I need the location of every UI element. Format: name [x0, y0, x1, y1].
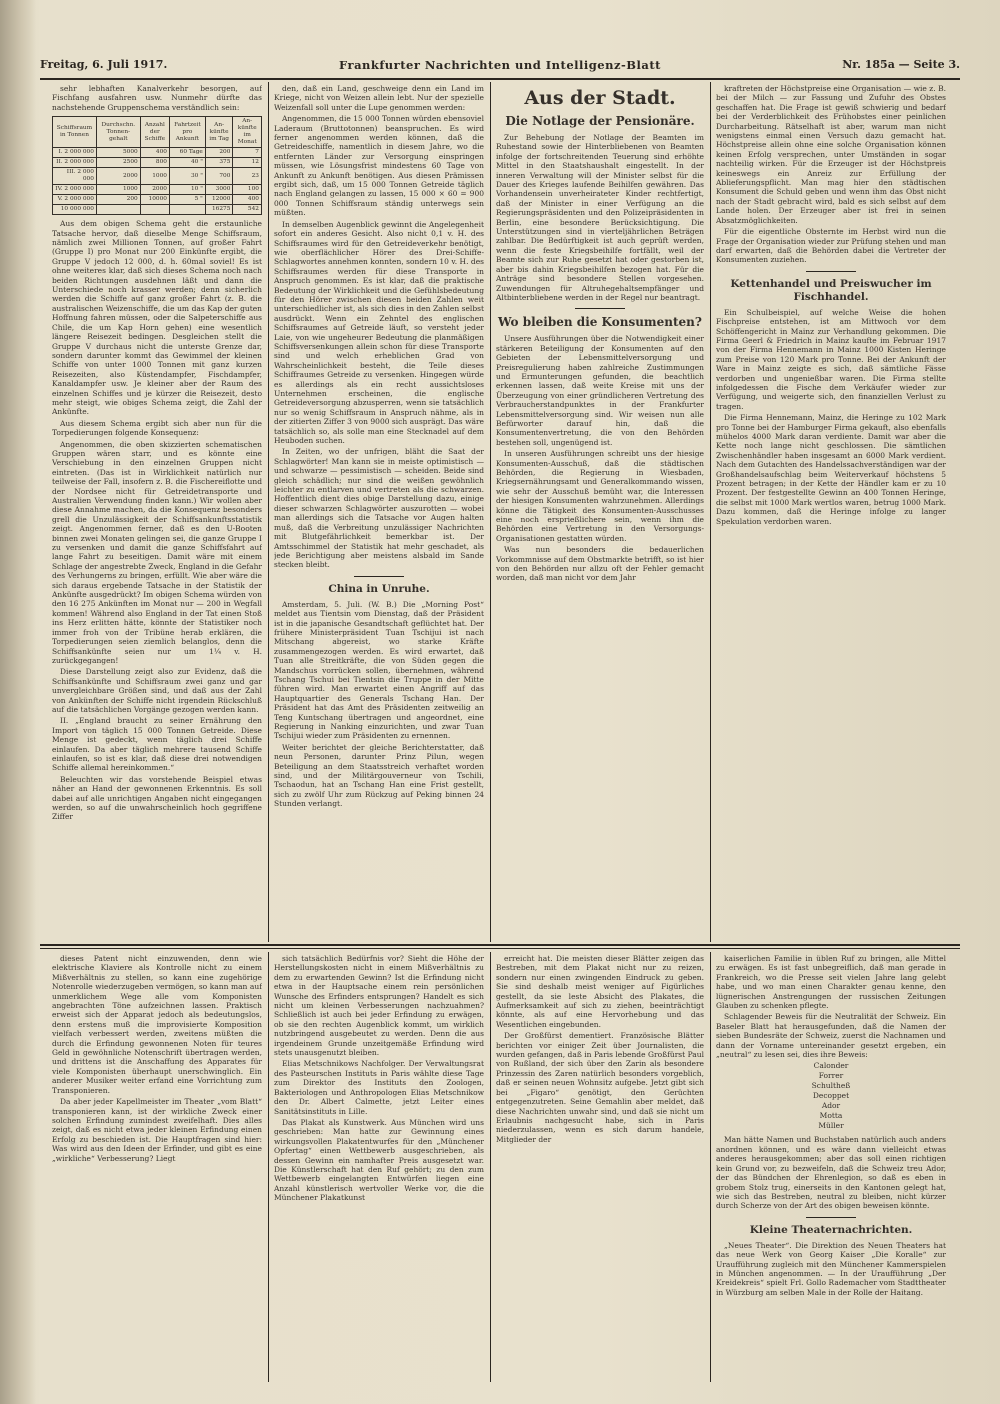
paragraph: Zur Behebung der Notlage der Beamten im Ruhestand sowie der Hinterbliebenen von Beamten infolge der fortschreitenden Teuerung sind erhöhte Mittel in den Staatshaushalt eingestellt. In der inneren Verwaltung will der Minister selbst für die Dauer des Krieges laufende Beihilfen gewähren. Das Vorhandensein unverheirateter Kinder rechtfertigt, daß der Minister in einer Verfügung an die Regierungspräsidenten und den Polizeipräsidenten in Berlin, eine besondere Berücksichtigung. Die Unterstützungen sind in vierteljährlichen Beträgen zahlbar. Die Bedürftigkeit ist auch geprüft werden, wenn die feste Kriegsbeihilfe fortfällt, weil der Beamte sich zur Ruhe gesetzt hat oder gestorben ist, aber bis dahin Kriegsbeihilfen bezogen hat. Für die Anträge sind besondere Stellen vorgesehen. Zuwendungen für Altruhegehaltsempfänger und Altbinterbliebene werden in der Regel nur beantragt.	[496, 133, 704, 302]
table-cell: 10 "	[169, 185, 205, 195]
feuilleton-column-1	[52, 954, 262, 1382]
paragraph: Die Firma Hennemann, Mainz, die Heringe zu 102 Mark pro Tonne bei der Hamburger Firma gekauft, also ebenfalls mühelos 4000 Mark daran verdiente. Damit war aber die Kette noch lange nicht geschlossen. Die sämtlichen Zwischenhändler haben insgesamt an 6000 Mark verdient. Nach dem Gutachten des Handelssachverständigen war der Großhandelsaufschlag beim Weiterverkauf höchstens 5 Prozent betragen; in der Kette der Händler kam er zu 10 Prozent. Der festgestellte Gewinn an 400 Tonnen Heringe, die selbst mit 1000 Mark wertlos waren, betrug 1000 Mark. Dazu kommen, daß die Heringe infolge zu langer Spekulation verdorben waren.	[716, 413, 946, 526]
column-rule	[268, 82, 269, 942]
table-header-row	[53, 117, 262, 148]
paragraph: Was nun besonders die bedauerlichen Vorkommnisse auf dem Obstmarkte betrifft, so ist hier von den Behörden nur allzu oft der Fehler gemacht worden, daß man nicht vor dem Jahr	[496, 545, 704, 583]
feuilleton-column-2	[274, 954, 484, 1382]
paragraph: Diese Darstellung zeigt also zur Evidenz, daß die Schiffsankünfte und Schiffsraum zwei ganz und gar unvergleichbare Größen sind, und daß aus der Zahl von Ankünften der Schiffe nicht irgendein Rückschluß auf die tatsächlichen Vorgänge gezogen werden kann.	[52, 667, 262, 714]
column-rule	[490, 952, 491, 1382]
table-cell: II. 2 000 000	[53, 158, 97, 168]
header-rule	[40, 78, 960, 80]
name-line: Müller	[818, 1121, 844, 1131]
paragraph: Aus diesem Schema ergibt sich aber nun für die Torpedierungen folgende Konsequenz:	[52, 418, 262, 438]
table-cell: 800	[140, 158, 169, 168]
paragraph: Ein Schulbeispiel, auf welche Weise die hohen Fischpreise entstehen, ist am Mittwoch vor dem Schöffengericht in Mainz zur Verhandlung gekommen. Die Firma Geerl & Friedrich in Mainz kaufte im Februar 1917 von der Firma Hennemann in Mainz 1000 Kisten Heringe zum Preise von 120 Mark pro Tonne. Bei der Ankunft der Ware in Mainz zeigte es sich, daß sämtliche Fässe verdorben und ungenießbar waren. Die Firma stellte infolgedessen die Fische dem Verkäufer wieder zur Verfügung, und weigerte sich, den finanziellen Verlust zu tragen.	[716, 307, 946, 411]
feuilleton-column-3	[496, 954, 704, 1382]
name-line: Calonder	[813, 1061, 849, 1071]
table-cell: 2000	[140, 185, 169, 195]
table-header-cell: Anzahl der Schiffe	[140, 117, 169, 148]
pension-heading: Die Notlage der Pensionäre.	[505, 114, 695, 128]
paragraph: Angenommen, die 15 000 Tonnen würden ebensoviel Laderaum (Bruttotonnen) beanspruchen. Es wird ferner angenommen werden können, daß die Getreideschiffe, namentlich in diesem Jahre, wo die entfernten Länder zur Versorgung einspringen müssen, wie Lösungsfrist mindestens 60 Tage von Ankunft zu Ankunft benötigen. Aus diesen Prämissen ergibt sich, daß, um 15 000 Tonnen Getreide täglich nach England gelangen zu lassen, 15 000 × 60 = 900 000 Tonnen Schiffsraum ständig unterwegs sein müßten.	[274, 114, 484, 218]
table-cell: 2500	[96, 158, 140, 168]
paragraph: kraftreten der Höchstpreise eine Organisation — wie z. B. bei der Milch — zur Fassung und Zufuhr des Obstes geschaffen hat. Die Frage ist gewiß schwierig und bedarf bei der Verderblichkeit des Frühobstes einer peinlichen Durcharbeitung. Rätselhaft ist aber, warum man nicht wenigstens einmal einen Versuch dazu gemacht hat. Höchstpreise allein ohne eine solche Organisation können keinen Erfolg versprechen, unter Umständen in sogar nachteilig wirken. Für die Erzeuger ist der Höchstpreis keineswegs ein Anreiz zur Erfüllung der Ablieferungspflicht. Man mag hier den städtischen Konsument die Schuld geben und wenn ihm das Obst nicht nach der Stadt gebracht wird, bald es sich selbst auf dem Lande holen. Der Erzeuger aber ist frei in seinen Absatzmöglichkeiten.	[716, 84, 946, 225]
paragraph: Unsere Ausführungen über die Notwendigkeit einer stärkeren Beteiligung der Konsumenten auf den Gebieten der Lebensmittelversorgung und Preisregulierung haben zahlreiche Zustimmungen und Ermunterungen gefunden, die beachtlich erkennen lassen, daß weite Kreise mit uns der Überzeugung von einer gründlicheren Vertretung des Verbraucherstandpunktes in der Frankfurter Lebensmittelversorgung sind. Wir weisen nun alle Befürworter darauf hin, daß die Konsumentenvertretung, die von den Behörden bestehen soll, ungenügend ist.	[496, 334, 704, 447]
table-cell: 700	[205, 168, 233, 185]
table-cell: 40 "	[169, 158, 205, 168]
paragraph: Amsterdam, 5. Juli. (W. B.) Die „Morning Post“ meldet aus Tientsin vom Dienstag, daß der Präsident ist in die japanische Gesandtschaft geflüchtet hat. Der frühere Ministerpräsident Tuan Tschijui ist nach Mitschang abgereist, wo starke Kräfte zusammengezogen werden. Es wird erwartet, daß Tuan alle Streitkräfte, die von Süden gegen die Mandschus vorrücken sollen, übernehmen, während Tschang Tschui bei Tientsin die Truppe in der Mitte führen wird. Man erwartet einen Angriff auf das Hauptquartier des Generals Tschang Han. Der Präsident hat das Amt des Präsidenten zeitweilig an Teng Kuntschang übertragen und angeordnet, eine Regierung in Nanking einzurichten, und zwar Tuan Tschijui wieder zum Präsidenten zu ernennen.	[274, 599, 484, 741]
paragraph: In Zeiten, wo der unfrigen, bläht die Saat der Schlagwörter! Man kann sie in meiste optimistisch — und schwarze — pessimistisch — scheiden. Beide sind gleich schädlich; nur sind die weißen gewöhnlich leichter zu entlarven und vertreten als die schwarzen. Hoffentlich dient dies obige Darstellung dazu, einige dieser schwarzen Schlagwörter auszurotten — wobei man allerdings sich die Tatsache vor Augen halten muß, daß die Verbreitung unzulässiger Nachrichten mit Blutgefährlichkeit bemerkbar ist. Der Amtsschimmel der Statistik hat mehr geschadet, als jede Berichtigung aber meistens alsbald im Sande stecken bleibt.	[274, 447, 484, 570]
paragraph: Aus dem obigen Schema geht die erstaunliche Tatsache hervor, daß dieselbe Menge Schiffsraum, nämlich zwei Millionen Tonnen, auf großer Fahrt (Gruppe I) pro Monat nur 200 Einkünfte ergibt, die Gruppe V jedoch 12 000, d. h. 60mal soviel! Es ist ohne weiteres klar, daß sich dieses Schema noch nach beiden Richtungen ausdehnen läßt und dann die Unterschiede noch krasser werden; denn sicherlich werden die Schiffe auf ganz großer Fahrt (z. B. die australischen Weizenschiffe, die um das Kap der guten Hoffnung fahren müssen, oder die Salpeterschiffe aus Chile, die um Kap Horn gehen) eine wesentlich längere Reisezeit bedingen. Desgleichen stellt die Gruppe V durchaus nicht die unterste Grenze dar, sondern darunter kommt das Gewimmel der kleinen Schiffe von unter 1000 Tonnen mit ganz kurzen Reisezeiten, also Küstendampfer, Fischdampfer, Kanaldampfer usw. Je kleiner aber der Raum des einzelnen Schiffes und je kürzer die Reisezeit, desto mehr steigt, wie obiges Schema zeigt, die Zahl der Ankünfte.	[52, 219, 262, 417]
paragraph: Weiter berichtet der gleiche Berichterstatter, daß neun Personen, darunter Prinz Pilun, wegen Beteiligung an dem Staatsstreich verhaftet worden sind, und der Militärgouverneur von Tschili, Tschaodun, hat an Tschang Han eine Frist gestellt, sich zu zwölf Uhr zum Rückzug auf Peking binnen 24 Stunden verlangt.	[274, 742, 484, 809]
feuilleton-column-4	[716, 954, 946, 1382]
column-rule	[490, 82, 491, 942]
page-header	[40, 58, 960, 76]
name-line: Decoppet	[812, 1091, 850, 1101]
paragraph: erreicht hat. Die meisten dieser Blätter zeigen das Bestreben, mit dem Plakat nicht nur zu reizen, sondern nur einen zwingenden Eindruck zu geben. Sie sind deshalb meist weniger auf Figürliches gestellt, da sie leste Absicht des Plakates, die Aufmerksamkeit auf sich zu ziehen, beeinträchtigt könnte, als auf eine Hervorhebung und das Wesentlichen eingebunden.	[496, 954, 704, 1029]
name-line: Schultheß	[811, 1081, 851, 1091]
table-cell: 5 "	[169, 195, 205, 205]
ship-group-table	[52, 116, 262, 215]
table-row	[53, 205, 262, 215]
fish-trade-heading: Kettenhandel und Preiswucher im Fischhandel.	[730, 277, 932, 303]
paragraph: Schlagender Beweis für die Neutralität der Schweiz. Ein Baseler Blatt hat herausgefunden, daß die Namen der sieben Bundesräte der Schweiz, zuerst die Nachnamen und dann der Vorname untereinander gesetzt ergeben, ein „neutral“ zu lesen sei, dies ihre Beweis:	[716, 1012, 946, 1060]
article-column-3	[496, 82, 704, 940]
paragraph: dieses Patent nicht einzuwenden, denn wie elektrische Klaviere als Kontrolle nicht zu einem Mißverhältnis zu stellen, so kann eine zugehörige Notenrolle wiederzugeben vermögen, so kann man auf unmerklichem Wege alle vom Komponisten angebrachten Töne aufzeichnen lassen. Praktisch erweist sich der Apparat jedoch als bedeutungslos, denn erstens muß die improvisierte Komposition vielfach verbessert werden, zweitens müßten die durch die Erfindung gewonnenen Noten für teures Geld in gewöhnliche Notenschrift übertragen werden, und drittens ist die Anschaffung des Apparates für viele Komponisten überhaupt unerschwinglich. Ein anderer Musiker weiter erfand eine Vorrichtung zum Transponieren.	[52, 954, 262, 1095]
article-column-2	[274, 84, 484, 940]
paragraph: Angenommen, die oben skizzierten schematischen Gruppen wären starr, und es könnte eine Verschiebung in den einzelnen Gruppen nicht eintreten. (Das ist in Wirklichkeit natürlich nur teilweise der Fall, insofern z. B. die Fischereiflotte und der Nordsee nicht für Getreidetransporte und Australien Verwendung finden kann.) Wir wollen aber diese Annahme machen, da die Konsequenz besonders grell die Unzulässigkeit der Schiffsankunftsstatistik zeigt. Angenommen ferner, daß es den U-Booten binnen zwei Monaten gelingen sei, die ganze Gruppe I zu versenken und damit die ganze Schiffsfahrt auf lange Fahrt zu beseitigen. Damit wäre mit einem Schlage der angestrebte Zweck, England in die Gefahr des Verhungerns zu bringen, erfüllt. Wie aber wäre die sich daraus ergebende Tatsache in der Statistik der Ankünfte ausgedrückt? Im obigen Schema würden von den 16 275 Ankünften im Monat nur — 200 in Wegfall kommen! Während also England in der Tat einen Stoß ins Herz erlitten hätte, könnte der Statistiker noch immer froh von der Tribüne herab erklären, die Torpedierungen seien ziemlich belanglos, denn die Schiffsankünfte seien nur um 1¼ v. H. zurückgegangen!	[52, 439, 262, 665]
page-fold-shadow	[0, 0, 36, 1404]
table-cell: 7	[233, 148, 262, 158]
table-row	[53, 185, 262, 195]
name-line: Ador	[821, 1101, 841, 1111]
masthead-title: Frankfurter Nachrichten und Intelligenz-Blatt	[339, 58, 661, 72]
section-divider	[575, 308, 625, 309]
table-cell: 12	[233, 158, 262, 168]
table-cell: 10 000 000	[53, 205, 97, 215]
table-cell: 2000	[96, 168, 140, 185]
paragraph: sich tatsächlich Bedürfnis vor? Sieht die Höhe der Herstellungskosten nicht in einem Mißverhältnis zu dem zu erwartenden Gewinn? Ist die Erfindung nicht etwa in der Hauptsache einem rein persönlichen Wunsche des Erfinders entsprungen? Handelt es sich nicht um kleinen Verbesserungen nachzuahmen? Schließlich ist auch bei jeder Erfindung zu erwägen, ob sie den rechten Augenblick kommt, um wirklich nutzbringend ausgebeutet zu werden. Denn die aus irgendeinem Grunde unzeitgemäße Erfindung wird stets unausgenutzt bleiben.	[274, 954, 484, 1058]
table-cell: 200	[205, 148, 233, 158]
section-title: Aus der Stadt.	[524, 87, 676, 109]
issue-date: Freitag, 6. Juli 1917.	[40, 58, 168, 71]
table-row	[53, 158, 262, 168]
table-header-cell: An-künfte im Monat	[233, 117, 262, 148]
article-column-1	[52, 84, 262, 940]
paragraph: In demselben Augenblick gewinnt die Angelegenheit sofort ein anderes Gesicht. Also nicht 0,1 v. H. des Schiffsraumes wird für den Getreideverkehr benötigt, wie oberflächlicher Hörer des Drei-Schiffe-Schlagwortes annehmen konnten, sondern 10 v. H. des Schiffsraumes werden für diese Transporte in Anspruch genommen. Es ist klar, daß die praktische Bedeutung der Wirklichkeit und die Gefühlsbedeutung für den Hörer zwischen diesen beiden Zahlen weit unterschiedlicher ist, als sich dies in den Zahlen selbst ausdrückt. Wenn ein Zehntel des englischen Schiffsraumes auf Getreide läuft, so versteht jeder Laie, von wie ungeheurer Bedeutung die planmäßigen Schiffsversenkungen allein schon für diese Transporte sind und welch erheblichen Grad von Wahrscheinlichkeit besteht, die Teile dieses Schiffraumes Getreide zu versenken. Hingegen würde es allerdings als ein recht aussichtsloses Unternehmen erscheinen, die englische Getreideversorgung abzusperren, wenn sie tatsächlich nur so wenig Schiffsraum in Anspruch nähme, als in der zitierten Ziffer 3 von 9000 sich ausprägt. Das wäre tatsächlich so, als solle man eine Stecknadel auf dem Heuboden suchen.	[274, 219, 484, 446]
table-header-cell: Durchschn. Tonnen-gehalt	[96, 117, 140, 148]
table-cell	[96, 205, 140, 215]
feuilleton-rule	[40, 948, 960, 949]
paragraph: den, daß ein Land, geschweige denn ein Land im Kriege, nicht von Weizen allein lebt. Nur der spezielle Weizenfall soll unter die Lupe genommen werden:	[274, 84, 484, 112]
section-divider	[806, 271, 856, 272]
paragraph: Das Plakat als Kunstwerk. Aus München wird uns geschrieben: Man hatte zur Gewinnung eines wirkungsvollen Plakatentwurfes für den „Münchener Opfertag“ einen Wettbewerb ausgeschrieben, als dessen Gewinn ein namhafter Preis ausgesetzt war. Die Künstlerschaft hat den Ruf gehört; zu den zum Wettbewerb eingelangten Entwürfen liegen eine Anzahl künstlerisch wertvoller Werke vor, die die Münchener Plakatkunst	[274, 1117, 484, 1203]
table-header-cell: Fahrtzeit pro Ankunft	[169, 117, 205, 148]
consumers-heading: Wo bleiben die Konsumenten?	[498, 315, 702, 330]
table-cell: 400	[233, 195, 262, 205]
table-cell: III. 2 000 000	[53, 168, 97, 185]
paragraph: Für die eigentliche Obsternte im Herbst wird nun die Frage der Organisation wieder zur Prüfung stehen und man darf erwarten, daß die Behörden dabei die Vertreter der Konsumenten zuziehen.	[716, 227, 946, 265]
table-cell: 16275	[205, 205, 233, 215]
theater-heading: Kleine Theaternachrichten.	[749, 1223, 913, 1236]
table-cell: 23	[233, 168, 262, 185]
table-cell: 3000	[205, 185, 233, 195]
table-cell: 30 "	[169, 168, 205, 185]
table-cell: IV. 2 000 000	[53, 185, 97, 195]
table-header-cell: An-künfte im Tag	[205, 117, 233, 148]
article-intro: sehr lebhaften Kanalverkehr besorgen, auf Fischfang ausfahren usw. Nunmehr dürfte das nachstehende Gruppenschema verständlich sein:	[52, 84, 262, 112]
table-cell: 5000	[96, 148, 140, 158]
table-row	[53, 148, 262, 158]
table-cell: I. 2 000 000	[53, 148, 97, 158]
paragraph: Beleuchten wir das vorstehende Beispiel etwas näher an Hand der gewonnenen Erkenntnis. Es soll dabei auf alle unrichtigen Angaben nicht eingegangen werden, so auf die unwahrscheinlich hoch gegriffene Ziffer	[52, 774, 262, 822]
article-column-4	[716, 84, 946, 940]
table-cell	[169, 205, 205, 215]
table-cell: 10000	[140, 195, 169, 205]
table-cell: 400	[140, 148, 169, 158]
table-cell: 200	[96, 195, 140, 205]
table-cell: 542	[233, 205, 262, 215]
table-header-cell: Schiffsraum in Tonnen	[53, 117, 97, 148]
table-cell: 100	[233, 185, 262, 195]
table-cell	[140, 205, 169, 215]
column-rule	[710, 82, 711, 942]
column-rule	[268, 952, 269, 1382]
paragraph: Elias Metschnikows Nachfolger. Der Verwaltungsrat des Pasteurschen Instituts in Paris wählte diese Tage zum Direktor des Instituts den Zoologen, Bakteriologen und Anthropologen Elias Metschnikow den Dr. Albert Calmette, jetzt Leiter eines Sanitätsinstituts in Lille.	[274, 1059, 484, 1116]
feuilleton-rule	[40, 944, 960, 946]
table-row	[53, 168, 262, 185]
table-cell: 375	[205, 158, 233, 168]
paragraph: kaiserlichen Familie in üblen Ruf zu bringen, alle Mittel zu erwägen. Es ist fast unbegreiflich, daß man gerade in Frankreich, wo die Presse seit vielen Jahre lang gelebt habe, und wo man einen Charakter genau kenne, den lügnerischen Anstrengungen der russischen Zeitungen Glauben zu schenken pflegte.	[716, 954, 946, 1011]
table-cell: 1000	[140, 168, 169, 185]
issue-number: Nr. 185a — Seite 3.	[842, 58, 960, 71]
table-row	[53, 195, 262, 205]
table-cell: 1000	[96, 185, 140, 195]
china-heading: China in Unruhe.	[328, 582, 430, 595]
paragraph: II. „England braucht zu seiner Ernährung den Import von täglich 15 000 Tonnen Getreide. Diese Menge ist gedeckt, wenn täglich drei Schiffe einlaufen. Da aber täglich mehrere tausend Schiffe einlaufen, so ist es klar, daß diese drei notwendigen Schiffe allemal hereinkommen.“	[52, 716, 262, 773]
name-line: Motta	[819, 1111, 843, 1121]
paragraph: Man hätte Namen und Buchstaben natürlich auch anders anordnen können, und es wäre dann vielleicht etwas anderes herausgekommen; aber das soll einen richtigen kein Grund vor, zu bezweifeln, daß die Schweiz treu Ador, der das Bündchen der Ehrenlegion, so daß es eben in grobem Stolz trug, einerseits in den Kantonen gelegt hat, wie sich das Bestreben, neutral zu bleiben, nicht kürzer durch Scherze von der Art des obigen beweisen könnte.	[716, 1135, 946, 1211]
federal-council-names	[716, 1061, 946, 1131]
table-cell: 60 Tage	[169, 148, 205, 158]
paragraph: In unseren Ausführungen schreibt uns der hiesige Konsumenten-Ausschuß, daß die städtischen Behörden, die Regierung in Wiesbaden, Kriegsernährungsamt und Generalkommando wissen, wie sehr der Ausschuß bemüht war, die Interessen der hiesigen Konsumenten wahrzunehmen. Allerdings könne die Tätigkeit des Konsumenten-Ausschusses eine noch ersprießlichere sein, wenn ihm die Behörden eine Vertretung in den Versorgungs-Organisationen gestatten würden.	[496, 449, 704, 543]
name-line: Forrer	[818, 1071, 844, 1081]
column-rule	[710, 952, 711, 1382]
section-divider	[354, 576, 404, 577]
paragraph: „Neues Theater“. Die Direktion des Neuen Theaters hat das neue Werk von Georg Kaiser „Die Koralle“ zur Uraufführung zugleich mit den Münchener Kammerspielen in München angenommen. — In der Uraufführung „Der Kreidekreis“ spielt Frl. Gollo Rademacher vom Stadttheater in Würzburg am selben Male in der Rolle der Haitang.	[716, 1240, 946, 1297]
table-cell: V. 2 000 000	[53, 195, 97, 205]
table-cell: 12000	[205, 195, 233, 205]
paragraph: Da aber jeder Kapellmeister im Theater „vom Blatt“ transponieren kann, ist der wirkliche Zweck einer solchen Erfindung zumindest zweifelhaft. Dies alles zeigt, daß es nicht etwa jeder kleinen Erfindung einen Erfolg zu beschieden ist. Die Hauptfragen sind hier: Was wird aus den Ideen der Erfinder, und gibt es eine „wirkliche“ Verbesserung? Liegt	[52, 1097, 262, 1163]
paragraph: Der Großfürst dementiert. Französische Blätter berichten vor einiger Zeit über Journalisten, die wurden gefangen, daß in Paris lebende Großfürst Paul von Rußland, der sich über den Zarin als besondere Prinzessin des Zaren natürlich besonders vorgeblich, daß er seinen neuen Wohnsitz aufgebe. Jetzt gibt sich bei „Figaro“ genötigt, den Gerüchten entgegenzutreten. Seine Gemahlin aber meldet, daß diese Nachrichten unwahr sind, und daß sie nicht um Erlaubnis nachgesucht habe, sich in Paris niederzulassen, wenn es sich darum handele, Mitglieder der	[496, 1031, 704, 1144]
section-divider	[806, 1217, 856, 1218]
